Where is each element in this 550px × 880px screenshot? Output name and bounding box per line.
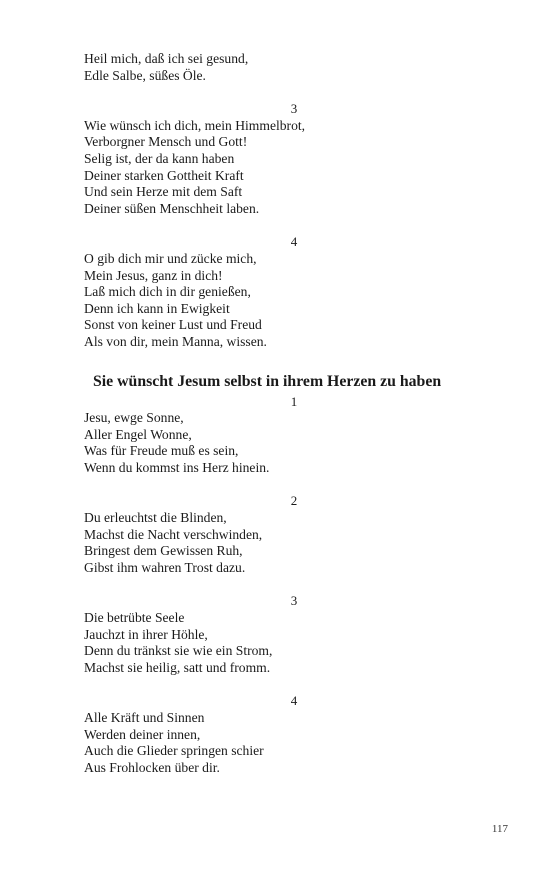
verse-line: Deiner süßen Menschheit laben. xyxy=(84,200,260,216)
stanza-number: 2 xyxy=(290,493,298,509)
verse-line: Machst die Nacht verschwinden, xyxy=(84,526,263,542)
verse-line: Als von dir, mein Manna, wissen. xyxy=(84,333,267,349)
stanza-number: 4 xyxy=(290,693,298,709)
verse-line: Verborgner Mensch und Gott! xyxy=(84,134,248,150)
poem-title: Sie wünscht Jesum selbst in ihrem Herzen zu haben xyxy=(93,372,442,390)
verse-line: Deiner starken Gottheit Kraft xyxy=(84,167,244,183)
verse-line: Alle Kräft und Sinnen xyxy=(84,710,205,725)
verse-line: Bringest dem Gewissen Ruh, xyxy=(84,543,243,559)
stanza-1 xyxy=(84,394,504,477)
stanza-number: 1 xyxy=(290,393,298,409)
verse-line: Du erleuchtst die Blinden, xyxy=(84,510,227,526)
stanza-4b xyxy=(84,693,504,776)
stanza-gap xyxy=(84,476,504,493)
page-body xyxy=(84,51,504,776)
stanza-gap xyxy=(84,217,504,234)
verse-line: Edle Salbe, süßes Öle. xyxy=(84,67,206,83)
stanza-gap xyxy=(84,676,504,693)
stanza-3b xyxy=(84,593,504,676)
verse-line: Gibst ihm wahren Trost dazu. xyxy=(84,559,246,575)
verse-line: Jauchzt in ihrer Höhle, xyxy=(84,626,208,642)
verse-line: O gib dich mir und zücke mich, xyxy=(84,250,257,266)
verse-line: Auch die Glieder springen schier xyxy=(84,743,264,759)
verse-line: Jesu, ewge Sonne, xyxy=(84,410,184,426)
verse-line: Denn du tränkst sie wie ein Strom, xyxy=(84,643,273,659)
verse-line: Laß mich dich in dir genießen, xyxy=(84,284,251,300)
verse-line: Aus Frohlocken über dir. xyxy=(84,759,220,775)
verse-line: Machst sie heilig, satt und fromm. xyxy=(84,659,271,675)
verse-line: Mein Jesus, ganz in dich! xyxy=(84,267,223,283)
stanza-continuation xyxy=(84,51,504,84)
stanza-gap xyxy=(84,84,504,101)
stanza-gap xyxy=(84,576,504,593)
stanza-4 xyxy=(84,234,504,350)
verse-line: Aller Engel Wonne, xyxy=(84,426,192,442)
verse-line: Selig ist, der da kann haben xyxy=(84,150,235,166)
stanza-number: 4 xyxy=(290,234,298,250)
verse-line: Sonst von keiner Lust und Freud xyxy=(84,317,262,333)
stanza-number: 3 xyxy=(290,593,298,609)
verse-line: Denn ich kann in Ewigkeit xyxy=(84,300,230,316)
verse-line: Heil mich, daß ich sei gesund, xyxy=(84,51,249,66)
stanza-number: 3 xyxy=(290,101,298,117)
section-gap xyxy=(84,351,504,372)
page-number: 117 xyxy=(491,823,508,835)
verse-line: Was für Freude muß es sein, xyxy=(84,443,239,459)
stanza-3 xyxy=(84,101,504,217)
verse-line: Wenn du kommst ins Herz hinein. xyxy=(84,459,270,475)
stanza-2 xyxy=(84,493,504,576)
verse-line: Wie wünsch ich dich, mein Himmelbrot, xyxy=(84,117,306,133)
verse-line: Die betrübte Seele xyxy=(84,610,185,626)
verse-line: Werden deiner innen, xyxy=(84,726,201,742)
verse-line: Und sein Herze mit dem Saft xyxy=(84,184,243,200)
